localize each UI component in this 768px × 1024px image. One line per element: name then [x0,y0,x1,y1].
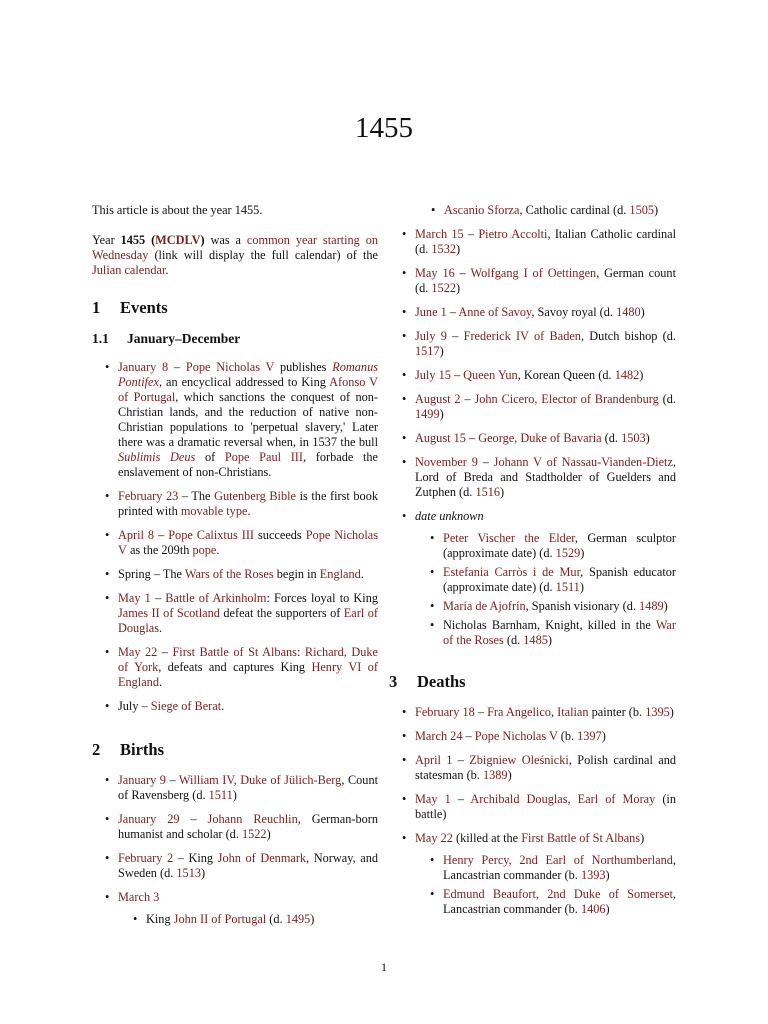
births-continued-list [389,227,676,648]
list-item: • January 9 – William IV, Duke of Jülich-Berg, Count of Ravensberg (d. 1511) [118,773,378,803]
date-link[interactable]: August 15 [415,431,466,445]
list-item: • July – Siege of Berat. [118,699,378,714]
intro-paragraph: Year 1455 (MCDLV) was a common year starting on Wednesday (link will display the full calendar) of the Julian calendar. [92,233,378,277]
nested-list [415,531,676,648]
article-link[interactable]: First Battle of St Albans [172,645,297,659]
section-heading-events: 1 Events [92,298,168,317]
subsection-heading-january-december: 1.1 January–December [92,331,241,346]
list-item: • July 9 – Frederick IV of Baden, Dutch bishop (d. 1517) [415,329,676,359]
article-link[interactable]: John Cicero, Elector of Brandenburg [474,392,659,406]
article-link[interactable]: William IV, Duke of Jülich-Berg [178,773,342,787]
page-number: 1 [381,960,387,974]
page-title: 1455 [355,112,413,144]
article-link[interactable]: James II of Scotland [118,606,220,620]
year-link[interactable]: 1516 [475,485,501,499]
article-link[interactable]: Anne of Savoy [458,305,532,319]
nested-list [118,912,378,927]
year-link[interactable]: 1522 [241,827,267,841]
article-link[interactable]: First Battle of St Albans [521,831,641,845]
list-item: • Henry Percy, 2nd Earl of Northumberland, Lancastrian commander (b. 1393) [443,853,676,883]
about-note: This article is about the year 1455. [92,203,263,217]
list-item: • February 18 – Fra Angelico, Italian painter (b. 1395) [415,705,676,720]
date-link[interactable]: May 1 [118,591,151,605]
article-link[interactable]: Ascanio Sforza [444,203,520,217]
left-column [92,203,378,947]
section-heading-births: 2 Births [92,740,165,759]
list-item: • March 24 – Pope Nicholas V (b. 1397) [415,729,676,744]
julian-calendar-link[interactable]: Julian calendar [92,263,166,277]
list-item: • November 9 – Johann V of Nassau-Vianden-Dietz, Lord of Breda and Stadtholder of Guelders and Zutphen (d. 1516) [415,455,676,500]
article-link[interactable]: Edmund Beaufort, 2nd Duke of Somerset [443,887,673,901]
date-link[interactable]: May 1 [415,792,451,806]
date-link[interactable]: March 15 [415,227,464,241]
article-link[interactable]: Italian [557,705,589,719]
births-continued-nested [389,203,676,218]
list-item: • February 23 – The Gutenberg Bible is the first book printed with movable type. [118,489,378,519]
article-link[interactable]: John of Denmark [217,851,307,865]
article-link[interactable]: George, Duke of Bavaria [478,431,602,445]
year-link[interactable]: 1489 [639,599,664,613]
list-item: • May 22 (killed at the First Battle of St Albans) • Henry Percy, 2nd Earl of Northumberland, Lancastrian commander (b. 1393) • Edmund Beaufort, 2nd Duke of Somerset, Lancastrian commander (b. 1406) [415,831,676,917]
article-link[interactable]: John II of Portugal [173,912,267,926]
article-link[interactable]: María de Ajofrín [443,599,526,613]
list-item: • February 2 – King John of Denmark, Norway, and Sweden (d. 1513) [118,851,378,881]
article-link[interactable]: Siege of Berat [150,699,222,713]
list-item: • Peter Vischer the Elder, German sculptor (approximate date) (d. 1529) [443,531,676,561]
article-link[interactable]: Wars of the Roses [184,567,274,581]
date-link[interactable]: January 29 [118,812,180,826]
list-item: • January 8 – Pope Nicholas V publishes Romanus Pontifex, an encyclical addressed to King Afonso V of Portugal, which sanctions the conquest of non-Christian lands, and the reduction of native non-Christian populations to 'perpetual slavery,' Later there was a dramatic reversal when, in 1537 the bull Sublimis Deus of Pope Paul III, forbade the enslavement of non-Christians. [118,360,378,480]
article-link[interactable]: Fra Angelico [487,705,551,719]
date-link[interactable]: May 22 [118,645,158,659]
list-item: • Estefania Carròs i de Mur, Spanish educator (approximate date) (d. 1511) [443,565,676,595]
article-link[interactable]: Zbigniew Oleśnicki [469,753,569,767]
article-link[interactable]: Romanus Pontifex [118,360,379,389]
date-link[interactable]: February 18 [415,705,475,719]
year-link[interactable]: 1395 [645,705,670,719]
year-link[interactable]: 1503 [621,431,646,445]
date-link[interactable]: August 2 [415,392,461,406]
year-link[interactable]: 1511 [208,788,233,802]
list-item [118,890,378,927]
year-link[interactable]: 1499 [415,407,440,421]
year-link[interactable]: 1393 [580,868,606,882]
year-link[interactable]: 1397 [577,729,602,743]
year-link[interactable]: 1485 [523,633,548,647]
year-link[interactable]: 1517 [415,344,440,358]
article-link[interactable]: England [319,567,361,581]
article-link[interactable]: Richard, Duke of York [118,645,378,674]
date-link[interactable]: July 15 [415,368,451,382]
article-link[interactable]: Earl of Douglas [118,606,378,635]
article-link[interactable]: Johann Reuchlin [207,812,298,826]
roman-numeral-link[interactable]: MCDLV [155,233,201,247]
date-link[interactable]: May 16 [415,266,455,280]
article-link[interactable]: Henry Percy, 2nd Earl of Northumberland [443,853,673,867]
article-link[interactable]: Queen Yun [463,368,518,382]
article-link[interactable]: Frederick IV of Baden [463,329,581,343]
right-column [389,203,676,937]
article-link[interactable]: Pope Nicholas V [118,528,378,557]
list-item: • March 15 – Pietro Accolti, Italian Catholic cardinal (d. 1532) [415,227,676,257]
list-item: • María de Ajofrín, Spanish visionary (d. 1489) [443,599,676,614]
article-link[interactable]: Johann V of Nassau-Vianden-Dietz [493,455,673,469]
article-link[interactable]: Pope Paul III [224,450,303,464]
list-item: • January 29 – Johann Reuchlin, German-born humanist and scholar (d. 1522) [118,812,378,842]
article-link[interactable]: Pope Nicholas V [185,360,275,374]
article-link[interactable]: Peter Vischer the Elder [443,531,575,545]
date-link[interactable]: April 8 [118,528,155,542]
common-year-link[interactable]: common year starting on Wednesday [92,233,378,262]
list-item: • May 1 – Battle of Arkinholm: Forces loyal to King James II of Scotland defeat the supporters of Earl of Douglas. [118,591,378,636]
list-item: • King John II of Portugal (d. 1495) [146,912,378,927]
year-link[interactable]: 1513 [176,866,201,880]
year-link[interactable]: 1389 [482,768,508,782]
article-link[interactable]: Sublimis Deus [118,450,196,464]
article-link[interactable]: Estefania Carròs i de Mur [443,565,581,579]
list-item: • July 15 – Queen Yun, Korean Queen (d. 1482) [415,368,676,383]
year-link[interactable]: 1522 [431,281,456,295]
list-item: • June 1 – Anne of Savoy, Savoy royal (d. 1480) [415,305,676,320]
year-link[interactable]: 1482 [614,368,640,382]
list-item: • Nicholas Barnham, Knight, killed in the War of the Roses (d. 1485) [443,618,676,648]
article-link[interactable]: Gutenberg Bible [214,489,297,503]
year-link[interactable]: 1505 [629,203,655,217]
year-link[interactable]: 1529 [555,546,581,560]
date-link[interactable]: January 8 [118,360,169,374]
list-item: • August 2 – John Cicero, Elector of Brandenburg (d. 1499) [415,392,676,422]
date-link[interactable]: June 1 [415,305,447,319]
article-link[interactable]: Pope Nicholas V [474,729,558,743]
births-list [92,773,378,927]
list-item [415,509,676,648]
list-item: • April 1 – Zbigniew Oleśnicki, Polish cardinal and statesman (b. 1389) [415,753,676,783]
date-link[interactable]: February 23 [118,489,179,503]
list-item: • Ascanio Sforza, Catholic cardinal (d. 1505) [444,203,676,218]
article-link[interactable]: Afonso V of Portugal [118,375,378,404]
article-link[interactable]: Wolfgang I of Oettingen [470,266,597,280]
article-link[interactable]: Pope Calixtus III [168,528,255,542]
date-link[interactable]: March 24 [415,729,463,743]
list-item: • August 15 – George, Duke of Bavaria (d. 1503) [415,431,676,446]
article-link[interactable]: pope [192,543,217,557]
article-link[interactable]: Henry VI of England [118,660,378,689]
year-link[interactable]: 1495 [285,912,311,926]
article-link[interactable]: Archibald Douglas, Earl of Moray [470,792,656,806]
section-heading-deaths: 3 Deaths [389,672,466,691]
events-list [92,360,378,714]
date-unknown-label: date unknown [415,509,484,523]
list-item: • Spring – The Wars of the Roses begin in England. [118,567,378,582]
list-item: • May 22 – First Battle of St Albans: Richard, Duke of York, defeats and captures King Henry VI of England. [118,645,378,690]
article-link[interactable]: War of the Roses [443,618,676,647]
date-link[interactable]: March 3 [118,890,160,904]
list-item: • Edmund Beaufort, 2nd Duke of Somerset, Lancastrian commander (b. 1406) [443,887,676,917]
date-link[interactable]: April 1 [415,753,453,767]
deaths-list [389,705,676,917]
year-link[interactable]: 1406 [580,902,606,916]
year-link[interactable]: 1511 [555,580,580,594]
year-link[interactable]: 1532 [431,242,456,256]
date-link[interactable]: February 2 [118,851,174,865]
nested-list [415,853,676,917]
list-item: • May 16 – Wolfgang I of Oettingen, German count (d. 1522) [415,266,676,296]
date-link[interactable]: May 22 [415,831,453,845]
date-link[interactable]: January 9 [118,773,166,787]
article-link[interactable]: movable type [180,504,248,518]
date-link[interactable]: July 9 [415,329,447,343]
article-link[interactable]: Battle of Arkinholm [165,591,267,605]
list-item: • April 8 – Pope Calixtus III succeeds Pope Nicholas V as the 209th pope. [118,528,378,558]
year-link[interactable]: 1480 [616,305,641,319]
date-link[interactable]: November 9 [415,455,478,469]
list-item: • May 1 – Archibald Douglas, Earl of Moray (in battle) [415,792,676,822]
article-link[interactable]: Pietro Accolti [478,227,548,241]
